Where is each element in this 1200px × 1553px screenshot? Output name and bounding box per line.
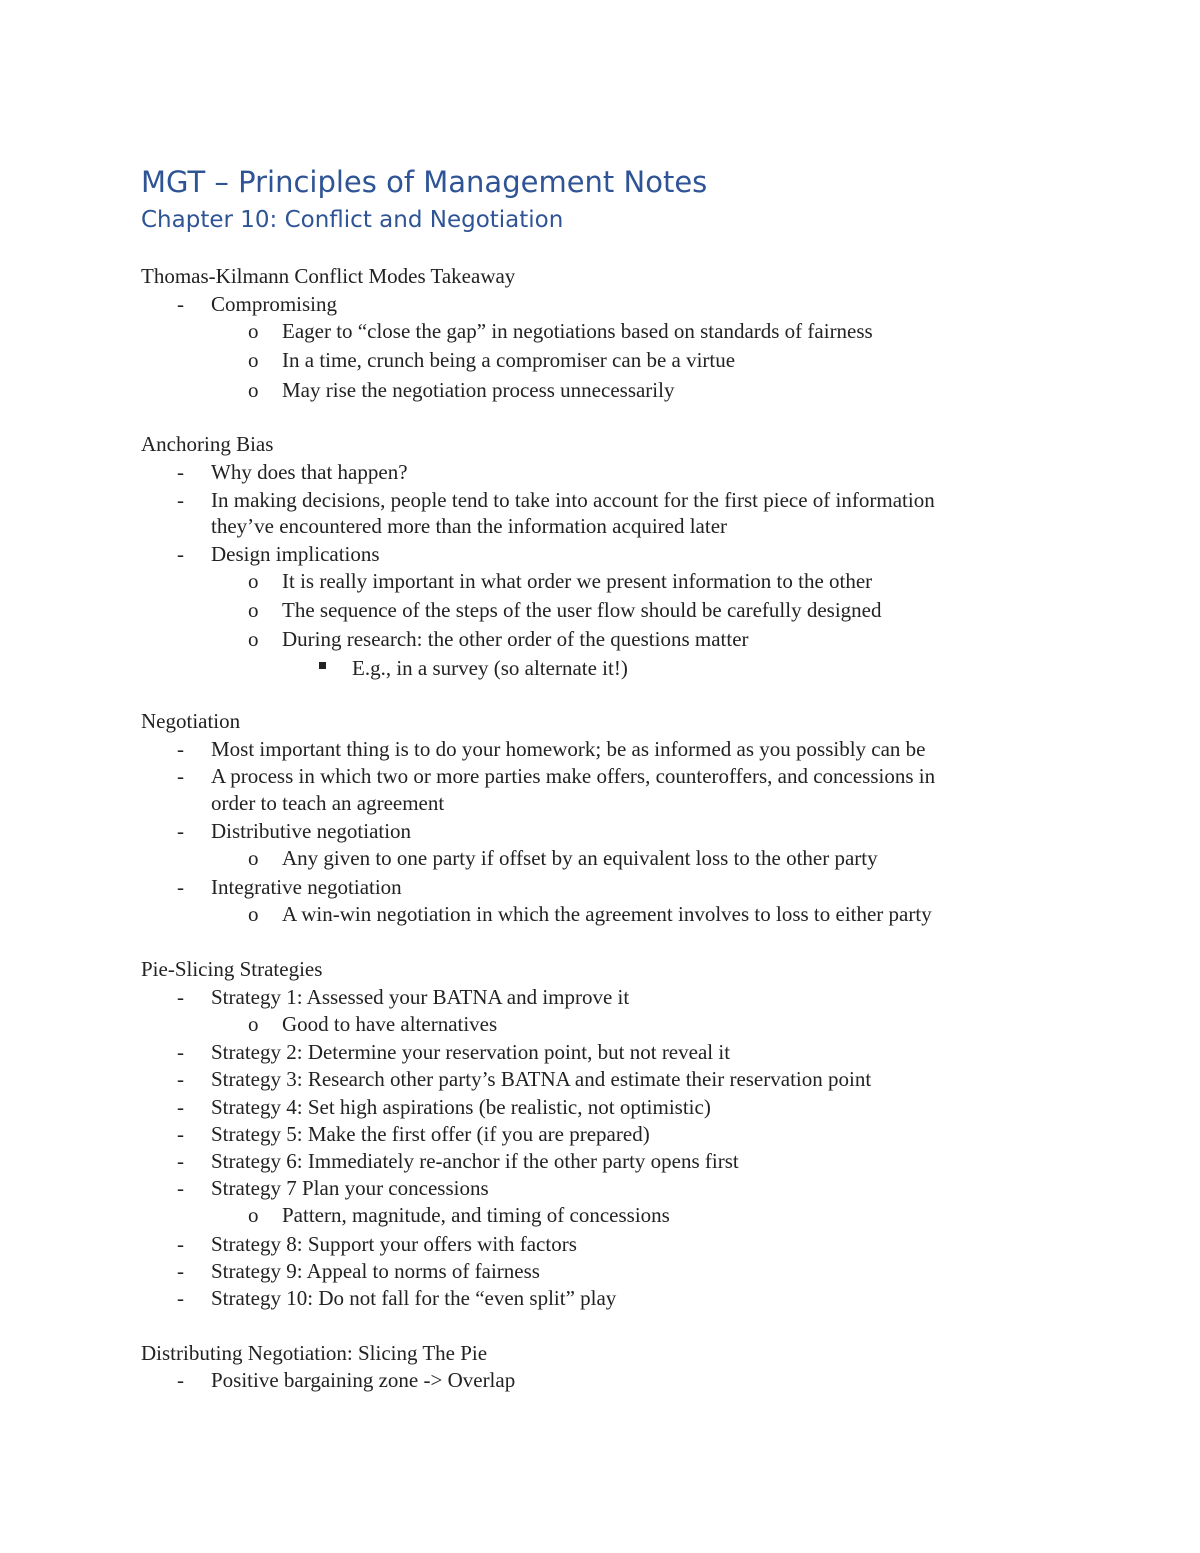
chapter-subtitle: Chapter 10: Conflict and Negotiation bbox=[141, 207, 564, 233]
circle-bullet: o bbox=[248, 846, 259, 870]
circle-bullet: o bbox=[248, 598, 259, 622]
dash-bullet: - bbox=[177, 1259, 184, 1283]
dash-bullet: - bbox=[177, 1095, 184, 1119]
dash-bullet: - bbox=[177, 875, 184, 899]
dash-bullet: - bbox=[177, 737, 184, 761]
dash-bullet: - bbox=[177, 292, 184, 316]
list-item: Positive bargaining zone -> Overlap bbox=[211, 1368, 516, 1392]
document-title: MGT – Principles of Management Notes bbox=[141, 165, 708, 199]
list-item: In making decisions, people tend to take into account for the first piece of information bbox=[211, 488, 935, 512]
list-item: In a time, crunch being a compromiser can be a virtue bbox=[282, 348, 736, 372]
list-item: Strategy 7 Plan your concessions bbox=[211, 1176, 489, 1200]
dash-bullet: - bbox=[177, 1067, 184, 1091]
dash-bullet: - bbox=[177, 1040, 184, 1064]
section-heading-thomas-kilmann: Thomas-Kilmann Conflict Modes Takeaway bbox=[141, 264, 516, 288]
list-item: Strategy 5: Make the first offer (if you are prepared) bbox=[211, 1122, 650, 1146]
dash-bullet: - bbox=[177, 985, 184, 1009]
list-item: May rise the negotiation process unnecessarily bbox=[282, 378, 675, 402]
circle-bullet: o bbox=[248, 319, 259, 343]
list-item: Compromising bbox=[211, 292, 338, 316]
list-item: Strategy 2: Determine your reservation point, but not reveal it bbox=[211, 1040, 731, 1064]
list-item: Design implications bbox=[211, 542, 380, 566]
dash-bullet: - bbox=[177, 1176, 184, 1200]
list-item: Most important thing is to do your homework; be as informed as you possibly can be bbox=[211, 737, 926, 761]
circle-bullet: o bbox=[248, 1203, 259, 1227]
list-item: Strategy 6: Immediately re-anchor if the other party opens first bbox=[211, 1149, 739, 1173]
circle-bullet: o bbox=[248, 569, 259, 593]
list-item-continuation: order to teach an agreement bbox=[211, 791, 445, 815]
list-item: Strategy 8: Support your offers with factors bbox=[211, 1232, 577, 1256]
dash-bullet: - bbox=[177, 1122, 184, 1146]
list-item: The sequence of the steps of the user flow should be carefully designed bbox=[282, 598, 882, 622]
dash-bullet: - bbox=[177, 460, 184, 484]
list-item: Strategy 4: Set high aspirations (be realistic, not optimistic) bbox=[211, 1095, 711, 1119]
dash-bullet: - bbox=[177, 764, 184, 788]
list-item: Any given to one party if offset by an equivalent loss to the other party bbox=[282, 846, 878, 870]
section-heading-pie-slicing: Pie-Slicing Strategies bbox=[141, 957, 323, 981]
list-item: It is really important in what order we present information to the other bbox=[282, 569, 873, 593]
list-item: Good to have alternatives bbox=[282, 1012, 498, 1036]
list-item: Distributive negotiation bbox=[211, 819, 412, 843]
list-item: A win-win negotiation in which the agreement involves to loss to either party bbox=[282, 902, 932, 926]
list-item: Eager to “close the gap” in negotiations based on standards of fairness bbox=[282, 319, 873, 343]
list-item: Pattern, magnitude, and timing of concessions bbox=[282, 1203, 670, 1227]
dash-bullet: - bbox=[177, 542, 184, 566]
dash-bullet: - bbox=[177, 819, 184, 843]
list-item: During research: the other order of the questions matter bbox=[282, 627, 749, 651]
circle-bullet: o bbox=[248, 902, 259, 926]
circle-bullet: o bbox=[248, 627, 259, 651]
list-item: Strategy 3: Research other party’s BATNA and estimate their reservation point bbox=[211, 1067, 872, 1091]
list-item-continuation: they’ve encountered more than the information acquired later bbox=[211, 514, 728, 538]
list-item: Why does that happen? bbox=[211, 460, 408, 484]
circle-bullet: o bbox=[248, 1012, 259, 1036]
section-heading-anchoring-bias: Anchoring Bias bbox=[141, 432, 274, 456]
circle-bullet: o bbox=[248, 348, 259, 372]
dash-bullet: - bbox=[177, 1149, 184, 1173]
list-item: Strategy 9: Appeal to norms of fairness bbox=[211, 1259, 540, 1283]
list-item: Strategy 10: Do not fall for the “even split” play bbox=[211, 1286, 617, 1310]
section-heading-negotiation: Negotiation bbox=[141, 709, 241, 733]
dash-bullet: - bbox=[177, 1232, 184, 1256]
list-item: A process in which two or more parties make offers, counteroffers, and concessions in bbox=[211, 764, 936, 788]
list-item: Integrative negotiation bbox=[211, 875, 402, 899]
list-item: E.g., in a survey (so alternate it!) bbox=[352, 656, 628, 680]
square-bullet-icon bbox=[319, 662, 326, 669]
dash-bullet: - bbox=[177, 1286, 184, 1310]
list-item: Strategy 1: Assessed your BATNA and improve it bbox=[211, 985, 630, 1009]
circle-bullet: o bbox=[248, 378, 259, 402]
dash-bullet: - bbox=[177, 1368, 184, 1392]
dash-bullet: - bbox=[177, 488, 184, 512]
section-heading-distributing: Distributing Negotiation: Slicing The Pie bbox=[141, 1341, 488, 1365]
